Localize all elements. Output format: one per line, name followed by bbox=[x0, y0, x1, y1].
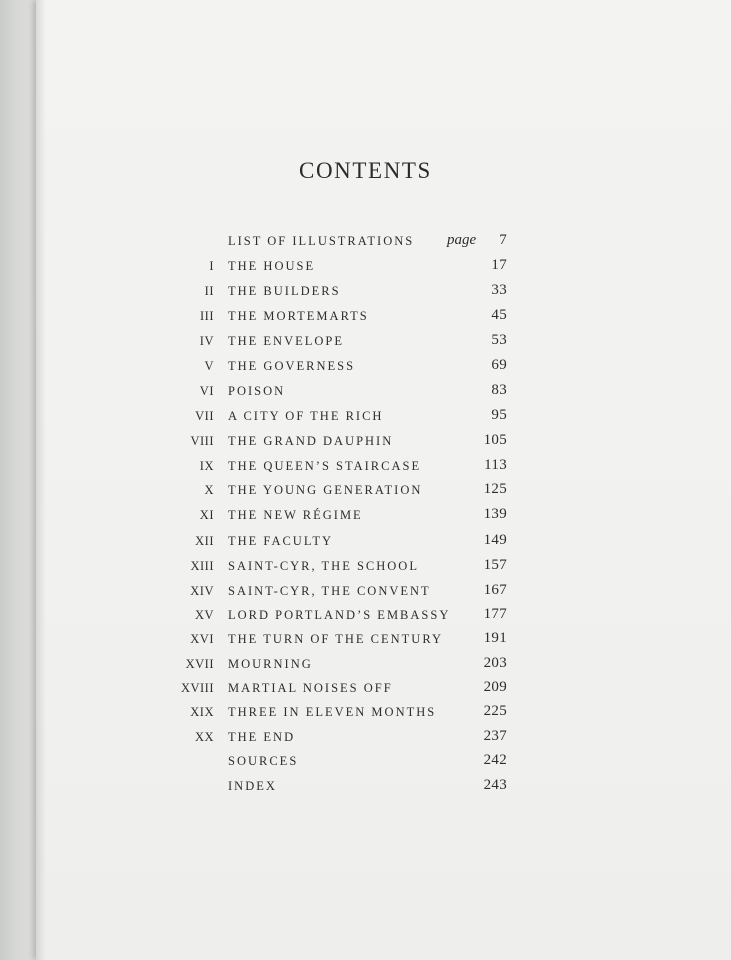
chapter-number: X bbox=[204, 483, 214, 497]
toc-entry bbox=[0, 654, 731, 678]
toc-entry bbox=[0, 581, 731, 605]
chapter-number: IV bbox=[199, 334, 214, 348]
page-label: page bbox=[447, 232, 477, 248]
page-number: 177 bbox=[483, 606, 507, 622]
page-number: 167 bbox=[483, 582, 507, 598]
chapter-title: SAINT-CYR, THE SCHOOL bbox=[228, 559, 419, 573]
chapter-number: XVIII bbox=[180, 681, 214, 695]
chapter-number: XIV bbox=[190, 584, 214, 598]
chapter-title: SAINT-CYR, THE CONVENT bbox=[228, 584, 431, 598]
toc-entry bbox=[0, 776, 731, 800]
page-number: 33 bbox=[491, 282, 507, 298]
table-of-contents bbox=[0, 231, 731, 811]
page-number: 209 bbox=[483, 679, 507, 695]
page-number: 95 bbox=[491, 407, 507, 423]
chapter-number: XX bbox=[194, 730, 214, 744]
page-number: 45 bbox=[491, 307, 507, 323]
chapter-title: LORD PORTLAND’S EMBASSY bbox=[228, 608, 451, 622]
page-number: 191 bbox=[483, 630, 507, 646]
page-number: 7 bbox=[499, 232, 507, 248]
chapter-title: MOURNING bbox=[228, 657, 313, 671]
toc-entry bbox=[0, 629, 731, 653]
chapter-title: A CITY OF THE RICH bbox=[228, 409, 384, 423]
chapter-title: THE GOVERNESS bbox=[228, 359, 356, 373]
chapter-number: V bbox=[204, 359, 214, 373]
chapter-title: THE TURN OF THE CENTURY bbox=[228, 632, 443, 646]
toc-entry bbox=[0, 678, 731, 702]
chapter-number: VI bbox=[199, 384, 214, 398]
chapter-number: XI bbox=[199, 508, 214, 522]
chapter-title: THE FACULTY bbox=[228, 534, 333, 548]
chapter-title: THREE IN ELEVEN MONTHS bbox=[228, 705, 437, 719]
chapter-title: THE QUEEN’S STAIRCASE bbox=[228, 459, 422, 473]
chapter-title: POISON bbox=[228, 384, 286, 398]
page-number: 149 bbox=[483, 532, 507, 548]
toc-entry bbox=[0, 605, 731, 629]
page-number: 243 bbox=[483, 777, 507, 793]
chapter-number: II bbox=[204, 284, 214, 298]
toc-entry bbox=[0, 356, 731, 380]
chapter-title: INDEX bbox=[228, 779, 277, 793]
page-number: 157 bbox=[483, 557, 507, 573]
toc-entry bbox=[0, 431, 731, 455]
chapter-number: XVI bbox=[190, 632, 214, 646]
toc-entry bbox=[0, 727, 731, 751]
toc-entry bbox=[0, 381, 731, 405]
toc-entry bbox=[0, 281, 731, 305]
chapter-title: THE MORTEMARTS bbox=[228, 309, 369, 323]
toc-entry bbox=[0, 480, 731, 504]
contents-heading: CONTENTS bbox=[299, 158, 432, 183]
page-number: 53 bbox=[491, 332, 507, 348]
chapter-number: XV bbox=[194, 608, 214, 622]
toc-entry bbox=[0, 505, 731, 529]
page-number: 69 bbox=[491, 357, 507, 373]
page-number: 203 bbox=[483, 655, 507, 671]
toc-entry bbox=[0, 231, 731, 255]
toc-entry bbox=[0, 406, 731, 430]
toc-entry bbox=[0, 531, 731, 555]
chapter-number: III bbox=[200, 309, 214, 323]
toc-entry bbox=[0, 702, 731, 726]
toc-entry bbox=[0, 456, 731, 480]
page-number: 17 bbox=[491, 257, 507, 273]
chapter-title: THE ENVELOPE bbox=[228, 334, 344, 348]
toc-entry bbox=[0, 556, 731, 580]
chapter-number: IX bbox=[199, 459, 214, 473]
toc-entry bbox=[0, 256, 731, 280]
chapter-number: XIX bbox=[190, 705, 214, 719]
chapter-title: THE HOUSE bbox=[228, 259, 316, 273]
page-number: 242 bbox=[483, 752, 507, 768]
chapter-title: THE BUILDERS bbox=[228, 284, 341, 298]
toc-entry bbox=[0, 331, 731, 355]
chapter-title: LIST OF ILLUSTRATIONS bbox=[228, 234, 415, 248]
page-number: 83 bbox=[491, 382, 507, 398]
page-number: 225 bbox=[483, 703, 507, 719]
page-number: 139 bbox=[483, 506, 507, 522]
chapter-number: XII bbox=[195, 534, 214, 548]
chapter-title: THE GRAND DAUPHIN bbox=[228, 434, 394, 448]
page-number: 105 bbox=[483, 432, 507, 448]
chapter-number: XVII bbox=[185, 657, 214, 671]
toc-entry bbox=[0, 751, 731, 775]
chapter-title: MARTIAL NOISES OFF bbox=[228, 681, 393, 695]
chapter-number: I bbox=[209, 259, 214, 273]
chapter-title: THE END bbox=[228, 730, 296, 744]
page-number: 237 bbox=[483, 728, 507, 744]
chapter-number: VIII bbox=[190, 434, 214, 448]
toc-entry bbox=[0, 306, 731, 330]
chapter-title: THE NEW RÉGIME bbox=[228, 508, 363, 522]
chapter-title: THE YOUNG GENERATION bbox=[228, 483, 423, 497]
chapter-number: VII bbox=[195, 409, 214, 423]
chapter-number: XIII bbox=[190, 559, 214, 573]
page-number: 125 bbox=[483, 481, 507, 497]
chapter-title: SOURCES bbox=[228, 754, 299, 768]
page-number: 113 bbox=[484, 457, 507, 473]
